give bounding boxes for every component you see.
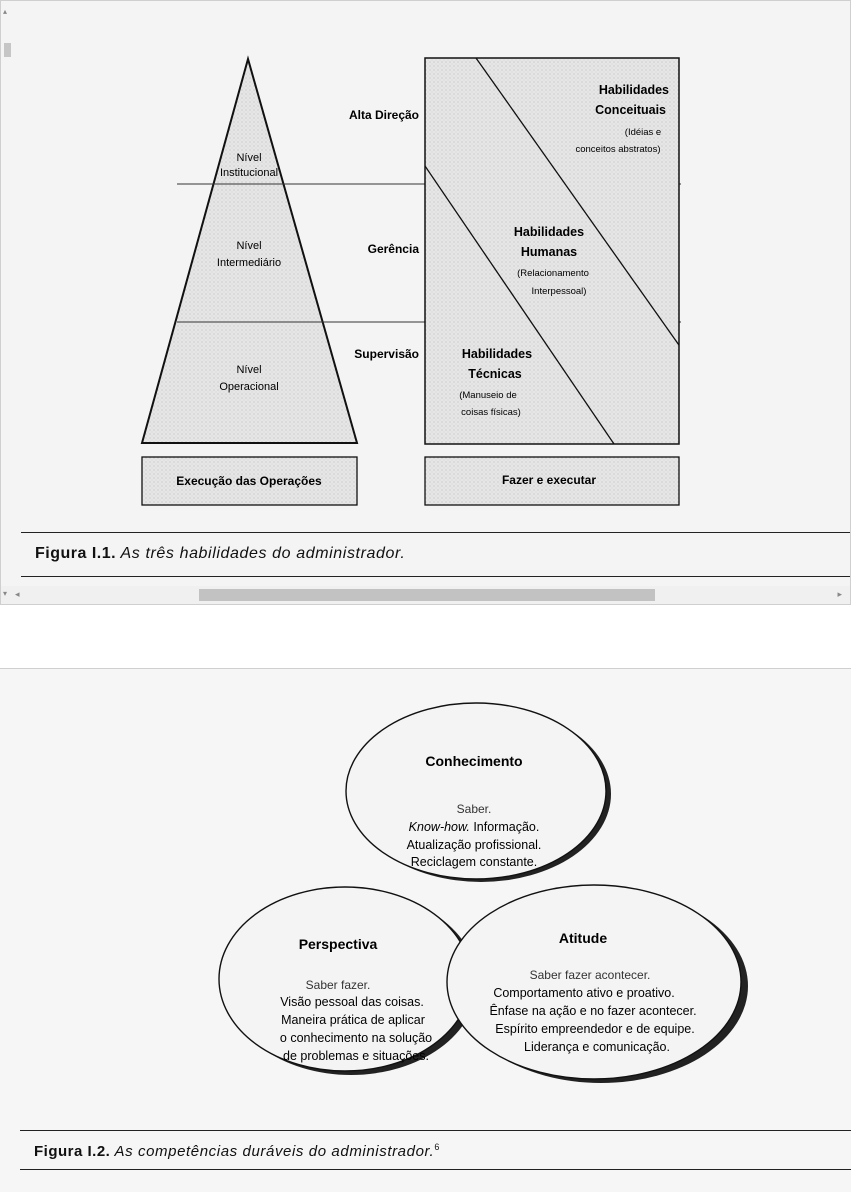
skill-conceptual-title-1: Habilidades: [598, 83, 669, 97]
figure-2-caption: [34, 1142, 439, 1160]
skills-diagram: [1, 1, 851, 586]
scroll-down-arrow-icon[interactable]: ▾: [3, 589, 8, 598]
atitude-title: Atitude: [558, 930, 608, 946]
figure-1-caption: [35, 545, 405, 563]
competencies-diagram: [0, 669, 851, 1124]
pyramid-middle-label-1: Nível: [236, 240, 262, 252]
atitude-line-4: Espírito empreendedor e de equipe.: [495, 1022, 695, 1036]
figure-2-caption-footnote: 6: [434, 1142, 440, 1152]
caption-rule-bottom: [21, 576, 850, 577]
scroll-right-arrow-icon[interactable]: ▸: [837, 589, 842, 599]
caption-rule-top: [21, 532, 850, 533]
perspectiva-line-5: de problemas e situações.: [283, 1049, 429, 1063]
perspectiva-line-4: o conhecimento na solução: [279, 1031, 433, 1045]
perspectiva-line-2: Visão pessoal das coisas.: [280, 995, 424, 1009]
atitude-line-2: Comportamento ativo e proativo.: [493, 986, 675, 1000]
skill-human-desc-1: (Relacionamento: [517, 268, 589, 279]
base-right-label: Fazer e executar: [501, 473, 597, 487]
figure-1-caption-label: Figura I.1.: [35, 545, 117, 562]
conhecimento-line-4: Reciclagem constante.: [410, 855, 538, 869]
skill-technical-title-2: Técnicas: [468, 367, 522, 381]
skill-human-desc-2: Interpessoal): [531, 286, 587, 297]
pyramid-bottom-label-1: Nível: [236, 364, 262, 376]
pyramid-bottom-label-2: Operacional: [219, 381, 279, 393]
skill-conceptual-desc-2: conceitos abstratos): [575, 144, 661, 155]
circle-conhecimento: [346, 703, 606, 879]
skill-technical-desc-1: (Manuseio de: [459, 390, 517, 401]
figure-2-panel: [0, 668, 851, 1192]
base-left-label: Execução das Operações: [176, 474, 322, 488]
level-supervisao: Supervisão: [354, 347, 419, 361]
conhecimento-line-2: Know-how. Informação.: [408, 820, 540, 834]
atitude-line-1: Saber fazer acontecer.: [529, 968, 651, 982]
perspectiva-line-1: Saber fazer.: [305, 978, 371, 992]
caption2-rule-top: [20, 1130, 851, 1131]
skill-human-title-2: Humanas: [520, 245, 578, 259]
atitude-line-5: Liderança e comunicação.: [524, 1040, 670, 1054]
skill-conceptual-desc-1: (Idéias e: [624, 127, 662, 138]
horizontal-scroll-thumb[interactable]: [199, 589, 655, 601]
pyramid-top-label-1: Nível: [236, 152, 262, 164]
horizontal-scrollbar[interactable]: [1, 586, 850, 604]
skill-technical-desc-2: coisas físicas): [461, 407, 521, 418]
skill-technical-title-1: Habilidades: [461, 347, 533, 361]
caption2-rule-bottom: [20, 1169, 851, 1170]
perspectiva-title: Perspectiva: [298, 936, 378, 952]
level-alta-direcao: Alta Direção: [348, 108, 419, 122]
pyramid-middle-label-2: Intermediário: [216, 257, 282, 269]
pyramid-top-label-2: Institucional: [219, 167, 279, 179]
skill-conceptual-title-2: Conceituais: [595, 103, 666, 117]
scroll-left-arrow-icon[interactable]: ◂: [15, 589, 20, 599]
conhecimento-title: Conhecimento: [425, 753, 523, 769]
figure-2-caption-label: Figura I.2.: [34, 1143, 111, 1160]
perspectiva-line-3: Maneira prática de aplicar: [281, 1013, 425, 1027]
figure-1-caption-text: As três habilidades do administrador.: [120, 545, 406, 562]
skill-human-title-1: Habilidades: [513, 225, 585, 239]
scroll-up-arrow-icon[interactable]: ▴: [3, 7, 8, 16]
conhecimento-line-3: Atualização profissional.: [406, 838, 542, 852]
figure-2-caption-text: As competências duráveis do administrador.: [114, 1143, 435, 1160]
level-gerencia: Gerência: [367, 242, 419, 256]
atitude-line-3: Ênfase na ação e no fazer acontecer.: [489, 1004, 697, 1018]
conhecimento-line-1: Saber.: [456, 802, 492, 816]
